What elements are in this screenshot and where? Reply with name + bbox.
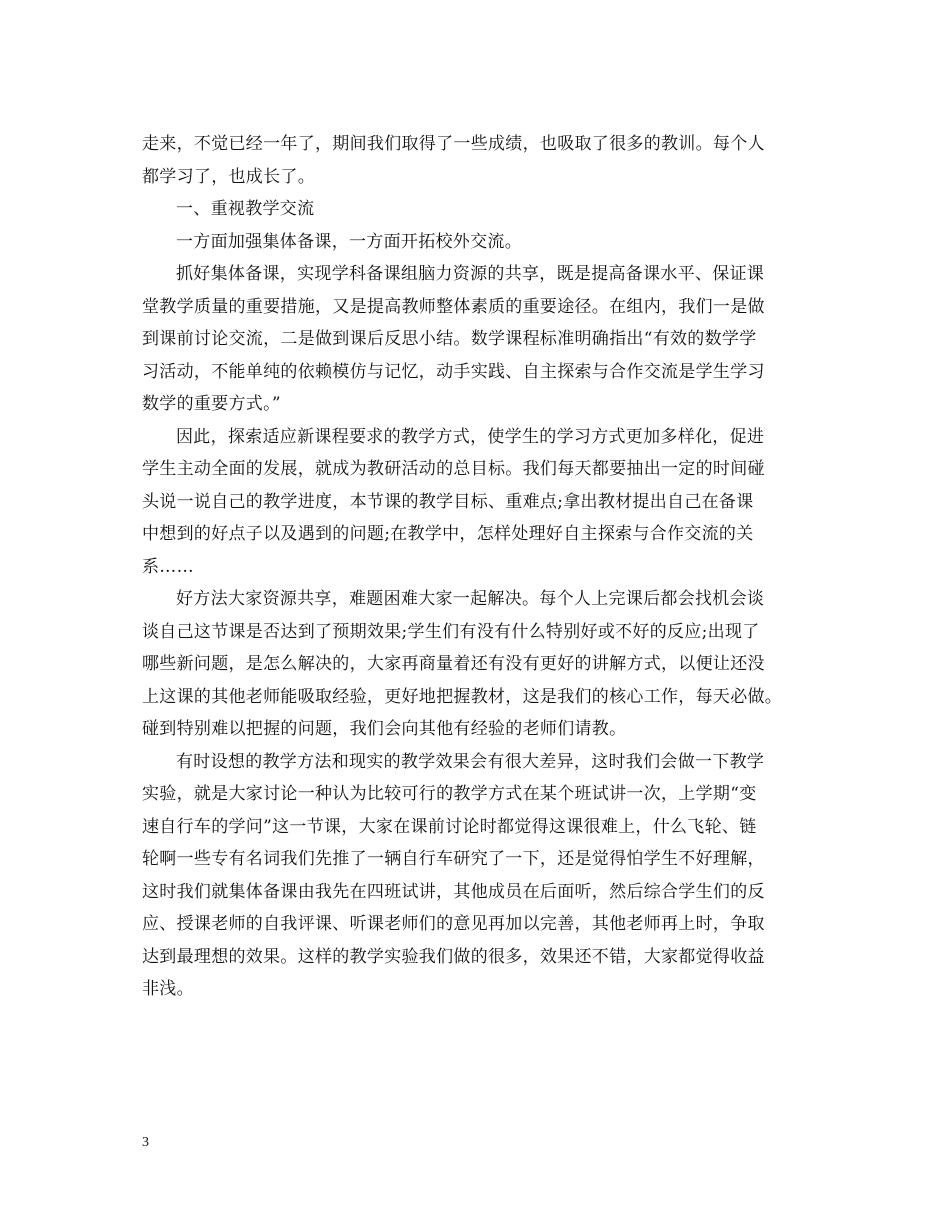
text-line: 系…… bbox=[142, 556, 194, 577]
text-line: 这时我们就集体备课由我先在四班试讲，其他成员在后面听，然后综合学生们的反 bbox=[142, 881, 765, 902]
text-line: 哪些新问题，是怎么解决的，大家再商量着还有没有更好的讲解方式，以便让还没 bbox=[142, 654, 765, 674]
text-line: 走来，不觉已经一年了，期间我们取得了一些成绩，也吸取了很多的教训。每个人 bbox=[142, 134, 765, 154]
text-line: 达到最理想的效果。这样的教学实验我们做的很多，效果还不错，大家都觉得收益 bbox=[142, 946, 765, 967]
text-line: 数学的重要方式。” bbox=[142, 394, 281, 414]
text-line: 好方法大家资源共享，难题困难大家一起解决。每个人上完课后都会找机会谈 bbox=[176, 589, 765, 609]
text-line: 中想到的好点子以及遇到的问题;在教学中，怎样处理好自主探索与合作交流的关 bbox=[142, 524, 754, 544]
text-line: 堂教学质量的重要措施，又是提高教师整体素质的重要途径。在组内，我们一是做 bbox=[142, 296, 765, 317]
text-line: 到课前讨论交流，二是做到课后反思小结。数学课程标准明确指出“有效的数学学 bbox=[142, 329, 757, 349]
text-line: 习活动，不能单纯的依赖模仿与记忆，动手实践、自主探索与合作交流是学生学习 bbox=[142, 361, 765, 382]
text-line: 因此，探索适应新课程要求的教学方式，使学生的学习方式更加多样化，促进 bbox=[176, 426, 765, 447]
text-line: 都学习了，也成长了。 bbox=[142, 166, 315, 187]
text-line: 抓好集体备课，实现学科备课组脑力资源的共享，既是提高备课水平、保证课 bbox=[176, 264, 765, 284]
text-line: 应、授课老师的自我评课、听课老师们的意见再加以完善，其他老师再上时，争取 bbox=[142, 914, 765, 934]
text-line: 一方面加强集体备课，一方面开拓校外交流。 bbox=[176, 231, 522, 252]
text-line: 有时设想的教学方法和现实的教学效果会有很大差异，这时我们会做一下教学 bbox=[176, 751, 765, 772]
text-line: 头说一说自己的教学进度，本节课的教学目标、重难点;拿出教材提出自己在备课 bbox=[142, 491, 754, 512]
text-line: 实验，就是大家讨论一种认为比较可行的教学方式在某个班试讲一次，上学期“变 bbox=[142, 784, 757, 804]
text-line: 一、重视教学交流 bbox=[176, 199, 315, 219]
text-line: 学生主动全面的发展，就成为教研活动的总目标。我们每天都要抽出一定的时间碰 bbox=[142, 459, 765, 479]
text-line: 谈自己这节课是否达到了预期效果;学生们有没有什么特别好或不好的反应;出现了 bbox=[142, 621, 760, 642]
text-line: 非浅。 bbox=[142, 979, 194, 999]
text-line: 速自行车的学问”这一节课，大家在课前讨论时都觉得这课很难上，什么飞轮、链 bbox=[142, 816, 757, 837]
text-line: 碰到特别难以把握的问题，我们会向其他有经验的老师们请教。 bbox=[142, 719, 627, 739]
page-number: 3 bbox=[142, 1135, 149, 1150]
body-text bbox=[142, 128, 832, 1006]
text-line: 轮啊一些专有名词我们先推了一辆自行车研究了一下，还是觉得怕学生不好理解， bbox=[142, 849, 765, 869]
text-line: 上这课的其他老师能吸取经验，更好地把握教材，这是我们的核心工作，每天必做。 bbox=[142, 686, 783, 707]
